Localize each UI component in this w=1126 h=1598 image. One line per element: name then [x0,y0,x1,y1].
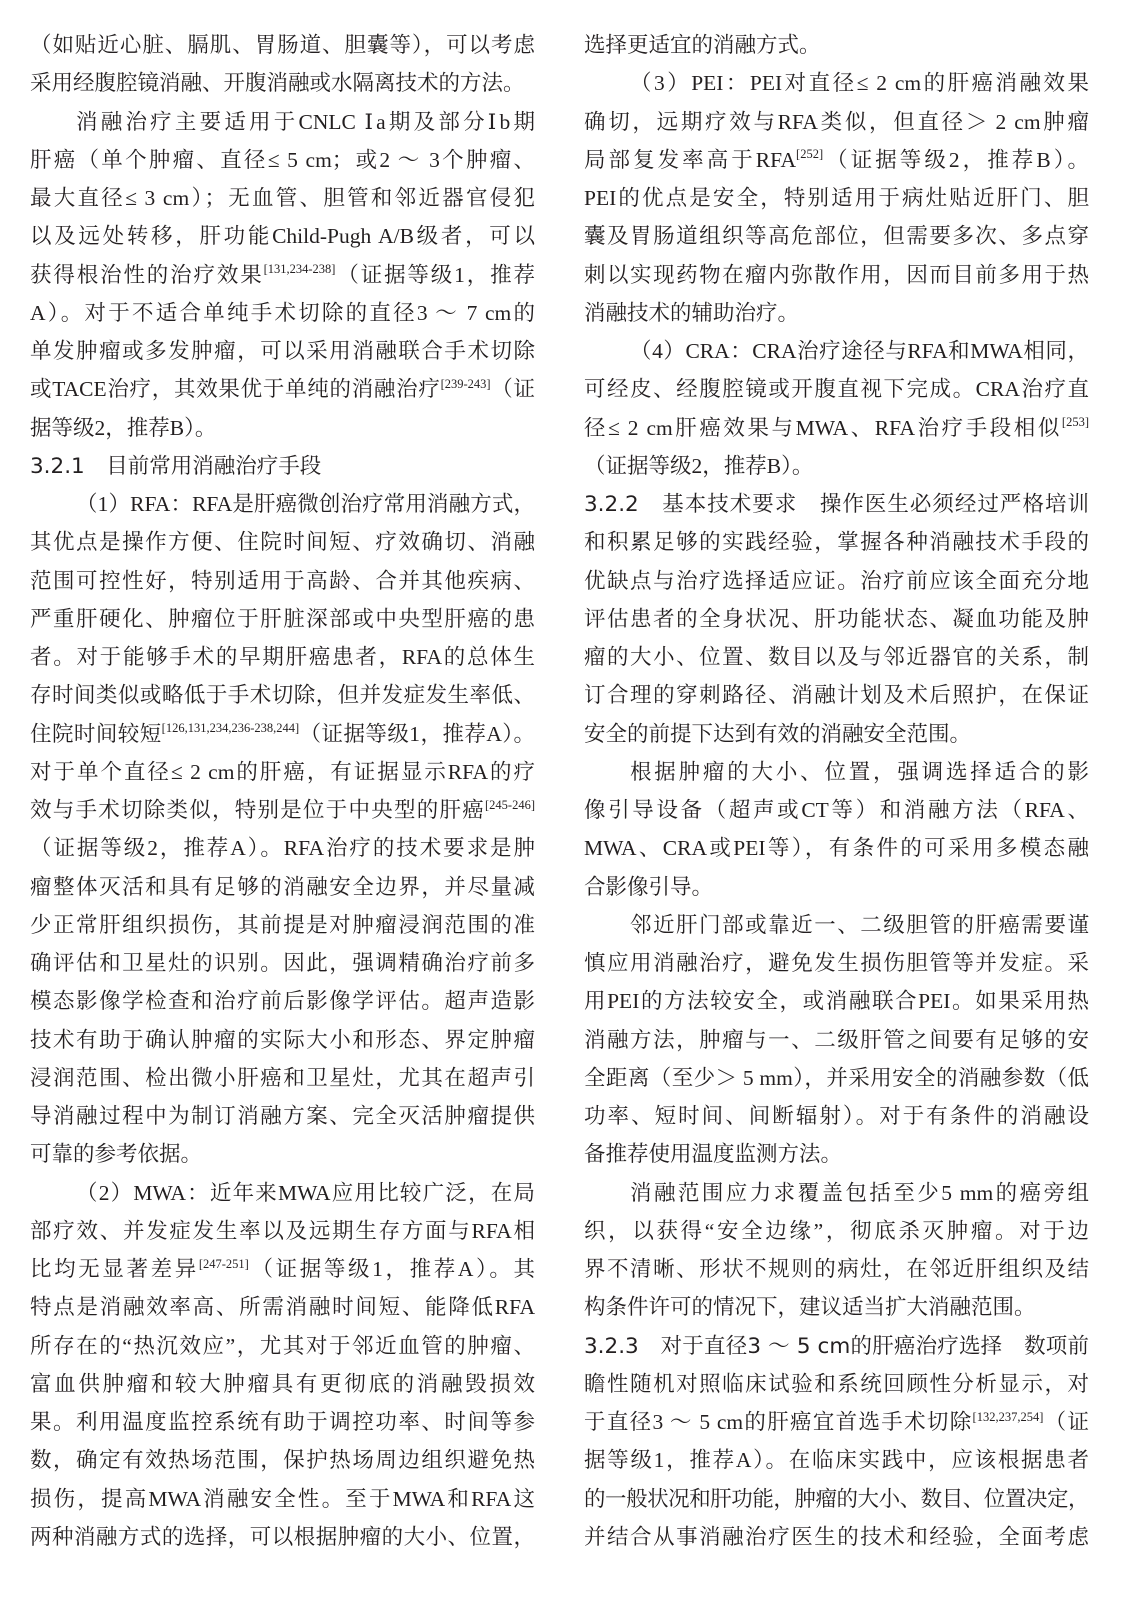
text-run: 安全的前提下达到有效的消融安全范围。 [584,721,972,746]
text-run: 所存在的“热沉效应”，尤其对于邻近血管的肿瘤、 [30,1333,535,1358]
text-line [584,906,1089,944]
left-column [30,26,535,1556]
text-run: 导消融过程中为制订消融方案、完全灭活肿瘤提供 [30,1104,535,1128]
text-run: 的一般状况和肝功能，肿瘤的大小、数目、位置决定， [584,1486,1089,1511]
text-run: 单发肿瘤或多发肿瘤，可以采用消融联合手术切除 [30,339,535,363]
text-line [584,1327,1089,1365]
text-run: A）。对于不适合单纯手术切除的直径3 ～ 7 cm的 [30,300,535,325]
text-line [30,1480,535,1518]
text-run: 对于单个直径≤ 2 cm的肝癌，有证据显示RFA的疗 [30,759,535,784]
text-run: 果。利用温度监控系统有助于调控功率、时间等参 [30,1410,535,1434]
text-run: 可经皮、经腹腔镜或开腹直视下完成。CRA治疗直 [584,377,1089,402]
text-line [584,294,1089,332]
text-run: 富血供肿瘤和较大肿瘤具有更彻底的消融毁损效 [30,1371,535,1396]
text-line [584,1441,1089,1479]
section-heading: 3.2.2 基本技术要求 [584,492,798,517]
text-line [30,1288,535,1326]
text-line [30,179,535,217]
text-line [30,638,535,676]
text-line [584,1480,1089,1518]
text-line [30,1212,535,1250]
text-line [30,1518,535,1556]
text-line [584,715,1089,753]
text-line [30,256,535,294]
text-line [30,26,535,64]
text-line [30,791,535,829]
text-run: 或TACE治疗，其效果优于单纯的消融治疗 [30,377,441,402]
section-heading: 3.2.3 对于直径3 ～ 5 cm的肝癌治疗选择 [584,1333,1003,1359]
text-line [30,1403,535,1441]
text-line [584,1250,1089,1288]
text-run: 部疗效、并发症发生率以及远期生存方面与RFA相 [30,1218,535,1243]
text-run: 根据肿瘤的大小、位置，强调选择适合的影 [630,759,1089,784]
text-run: 瘤的大小、位置、数目以及与邻近器官的关系，制 [584,645,1089,669]
text-run: PEI的优点是安全，特别适用于病灶贴近肝门、胆 [584,186,1089,210]
text-run: （3）PEI：PEI对直径≤ 2 cm的肝癌消融效果 [630,71,1089,96]
text-run: 以及远处转移，肝功能Child-Pugh A/B级者，可以 [30,224,535,249]
text-line [30,1174,535,1212]
text-run: （1）RFA：RFA是肝癌微创治疗常用消融方式， [76,492,535,516]
text-line [30,829,535,867]
text-run: 者。对于能够手术的早期肝癌患者，RFA的总体生 [30,645,535,669]
text-run: 邻近肝门部或靠近一、二级胆管的肝癌需要谨 [630,912,1089,937]
text-run: 消融范围应力求覆盖包括至少5 mm的癌旁组 [630,1180,1089,1205]
citation-superscript: [247-251] [198,1256,249,1271]
text-run: 瘤整体灭活和具有足够的消融安全边界，并尽量减 [30,874,535,899]
text-run: （证 [1043,1410,1089,1434]
text-run: 囊及胃肠道组织等高危部位，但需要多次、多点穿 [584,224,1089,249]
citation-superscript: [126,131,234,236-238,244] [161,721,300,735]
text-line [30,370,535,408]
text-line [584,217,1089,255]
text-run: 两种消融方式的选择，可以根据肿瘤的大小、位置， [30,1524,535,1549]
text-run: 慎应用消融治疗，避免发生损伤胆管等并发症。采 [584,951,1089,975]
text-line [30,103,535,141]
section-heading: 3.2.1 目前常用消融治疗手段 [30,453,322,479]
text-line [30,1365,535,1403]
text-line [30,217,535,255]
text-run: 并结合从事消融治疗医生的技术和经验，全面考虑 [584,1524,1089,1549]
text-line [584,409,1089,447]
text-run: 技术有助于确认肿瘤的实际大小和形态、界定肿瘤 [30,1027,535,1052]
text-line [30,1021,535,1059]
text-line [584,562,1089,600]
text-run: 合影像引导。 [584,874,714,899]
text-run: 采用经腹腔镜消融、开腹消融或水隔离技术的方法。 [30,71,525,96]
text-line [584,485,1089,523]
text-run: 径≤ 2 cm肝癌效果与MWA、RFA治疗手段相似 [584,415,1062,440]
text-line [30,1097,535,1135]
text-run: 肝癌（单个肿瘤、直径≤ 5 cm；或2 ～ 3个肿瘤、 [30,147,535,172]
text-run: 住院时间较短 [30,721,162,746]
text-line [584,1518,1089,1556]
text-line [30,523,535,561]
text-line [584,944,1089,982]
citation-superscript: [245-246] [485,797,535,812]
text-line [584,1097,1089,1135]
text-run: 消融方法，肿瘤与一、二级肝管之间要有足够的安 [584,1027,1089,1052]
text-run: 和积累足够的实践经验，掌握各种消融技术手段的 [584,530,1089,555]
text-line [30,753,535,791]
text-line [584,638,1089,676]
citation-superscript: [131,234-238] [263,262,336,276]
text-line [584,332,1089,370]
text-line [584,829,1089,867]
text-line [30,868,535,906]
text-line [30,1135,535,1173]
text-run: （如贴近心脏、膈肌、胃肠道、胆囊等），可以考虑 [30,33,535,57]
text-run: 界不清晰、形状不规则的病灶，在邻近肝组织及结 [584,1257,1089,1281]
text-run: 效与手术切除类似，特别是位于中央型的肝癌 [30,798,485,822]
text-run: 局部复发率高于RFA [584,147,797,172]
text-line [30,1441,535,1479]
right-column [584,26,1089,1556]
text-run: MWA、CRA或PEI等），有条件的可采用多模态融 [584,836,1089,861]
text-run: 用PEI的方法较安全，或消融联合PEI。如果采用热 [584,989,1089,1014]
text-run: 构条件许可的情况下，建议适当扩大消融范围。 [584,1295,1036,1320]
text-run: 数，确定有效热场范围，保护热场周边组织避免热 [30,1448,535,1473]
text-line [584,1059,1089,1097]
text-run: 最大直径≤ 3 cm）；无血管、胆管和邻近器官侵犯 [30,186,535,210]
text-line [584,676,1089,714]
text-line [584,1212,1089,1250]
text-line [584,1021,1089,1059]
text-run: 确切，远期疗效与RFA类似，但直径＞ 2 cm肿瘤 [584,109,1089,134]
text-line [584,141,1089,179]
text-line [30,944,535,982]
text-run: 获得根治性的治疗效果 [30,262,264,287]
text-run: 可靠的参考依据。 [30,1142,203,1167]
citation-superscript: [132,237,254] [972,1409,1044,1424]
text-run: 特点是消融效率高、所需消融时间短、能降低RFA [30,1295,535,1320]
text-run: 比均无显著差异 [30,1257,199,1281]
text-line [584,370,1089,408]
text-line [30,676,535,714]
citation-superscript: [239-243] [440,376,491,391]
text-line [584,1174,1089,1212]
text-run: （证据等级2，推荐A）。RFA治疗的技术要求是肿 [30,836,535,861]
text-run: 严重肝硬化、肿瘤位于肝脏深部或中央型肝癌的患 [30,606,535,631]
text-run: 织，以获得“安全边缘”，彻底杀灭肿瘤。对于边 [584,1218,1089,1243]
text-run: 于直径3 ～ 5 cm的肝癌宜首选手术切除 [584,1410,973,1434]
text-line [30,982,535,1020]
text-line [30,409,535,447]
text-line [584,523,1089,561]
text-run: 消融治疗主要适用于CNLC Ⅰa期及部分Ⅰb期 [76,109,535,134]
text-line [30,600,535,638]
text-run: 瞻性随机对照临床试验和系统回顾性分析显示，对 [584,1371,1089,1396]
text-run: （证 [490,377,535,402]
text-line [30,562,535,600]
text-line [584,64,1089,102]
text-run: 功率、短时间、间断辐射）。对于有条件的消融设 [584,1104,1089,1128]
text-line [584,600,1089,638]
text-run: 确评估和卫星灶的识别。因此，强调精确治疗前多 [30,951,535,975]
text-line [584,1135,1089,1173]
text-line [30,906,535,944]
text-run: 据等级2，推荐B）。 [30,415,217,440]
text-run: 操作医生必须经过严格培训 [797,492,1089,516]
text-line [584,1288,1089,1326]
text-run: 选择更适宜的消融方式。 [584,33,821,57]
text-run: （4）CRA：CRA治疗途径与RFA和MWA相同， [630,339,1089,363]
text-line [30,485,535,523]
text-run: （证据等级1，推荐A）。其 [248,1257,535,1281]
text-line [30,1250,535,1288]
text-run: 像引导设备（超声或CT等）和消融方法（RFA、 [584,798,1089,822]
citation-superscript: [252] [796,147,824,162]
text-run: 浸润范围、检出微小肝癌和卫星灶，尤其在超声引 [30,1065,535,1090]
text-line [30,64,535,102]
citation-superscript: [253] [1061,415,1089,429]
text-line [584,753,1089,791]
text-line [584,1365,1089,1403]
text-run: 刺以实现药物在瘤内弥散作用，因而目前多用于热 [584,262,1089,287]
text-run: 损伤，提高MWA消融安全性。至于MWA和RFA这 [30,1486,535,1511]
text-line [30,1327,535,1365]
text-run: 存时间类似或略低于手术切除，但并发症发生率低、 [30,683,535,708]
text-line [584,1403,1089,1441]
text-line [30,715,535,753]
text-line [584,982,1089,1020]
text-line [30,1059,535,1097]
text-line [584,256,1089,294]
text-run: 全距离（至少＞ 5 mm），并采用安全的消融参数（低 [584,1065,1089,1090]
text-run: （证据等级1，推荐A）。 [299,721,535,746]
text-run: 订合理的穿刺路径、消融计划及术后照护，在保证 [584,683,1089,708]
text-line [584,868,1089,906]
text-run: 数项前 [1002,1333,1089,1358]
text-line [584,447,1089,485]
text-line [30,447,535,485]
text-line [30,294,535,332]
text-run: 范围可控性好，特别适用于高龄、合并其他疾病、 [30,568,535,593]
text-run: 少正常肝组织损伤，其前提是对肿瘤浸润范围的准 [30,912,535,937]
text-line [30,141,535,179]
text-run: （2）MWA：近年来MWA应用比较广泛，在局 [76,1180,535,1205]
text-line [584,179,1089,217]
text-run: （证据等级2，推荐B）。 [584,453,814,478]
text-run: 其优点是操作方便、住院时间短、疗效确切、消融 [30,530,535,555]
text-run: 据等级1，推荐A）。在临床实践中，应该根据患者 [584,1448,1089,1473]
text-run: （证据等级2，推荐B）。 [823,147,1089,172]
text-run: 模态影像学检查和治疗前后影像学评估。超声造影 [30,989,535,1014]
text-line [584,103,1089,141]
text-line [584,791,1089,829]
text-run: （证据等级1，推荐 [335,262,535,287]
text-line [584,26,1089,64]
text-run: 备推荐使用温度监测方法。 [584,1142,843,1167]
text-run: 消融技术的辅助治疗。 [584,300,800,325]
text-run: 优缺点与治疗选择适应证。治疗前应该全面充分地 [584,568,1089,593]
text-run: 评估患者的全身状况、肝功能状态、凝血功能及肿 [584,606,1089,631]
text-line [30,332,535,370]
